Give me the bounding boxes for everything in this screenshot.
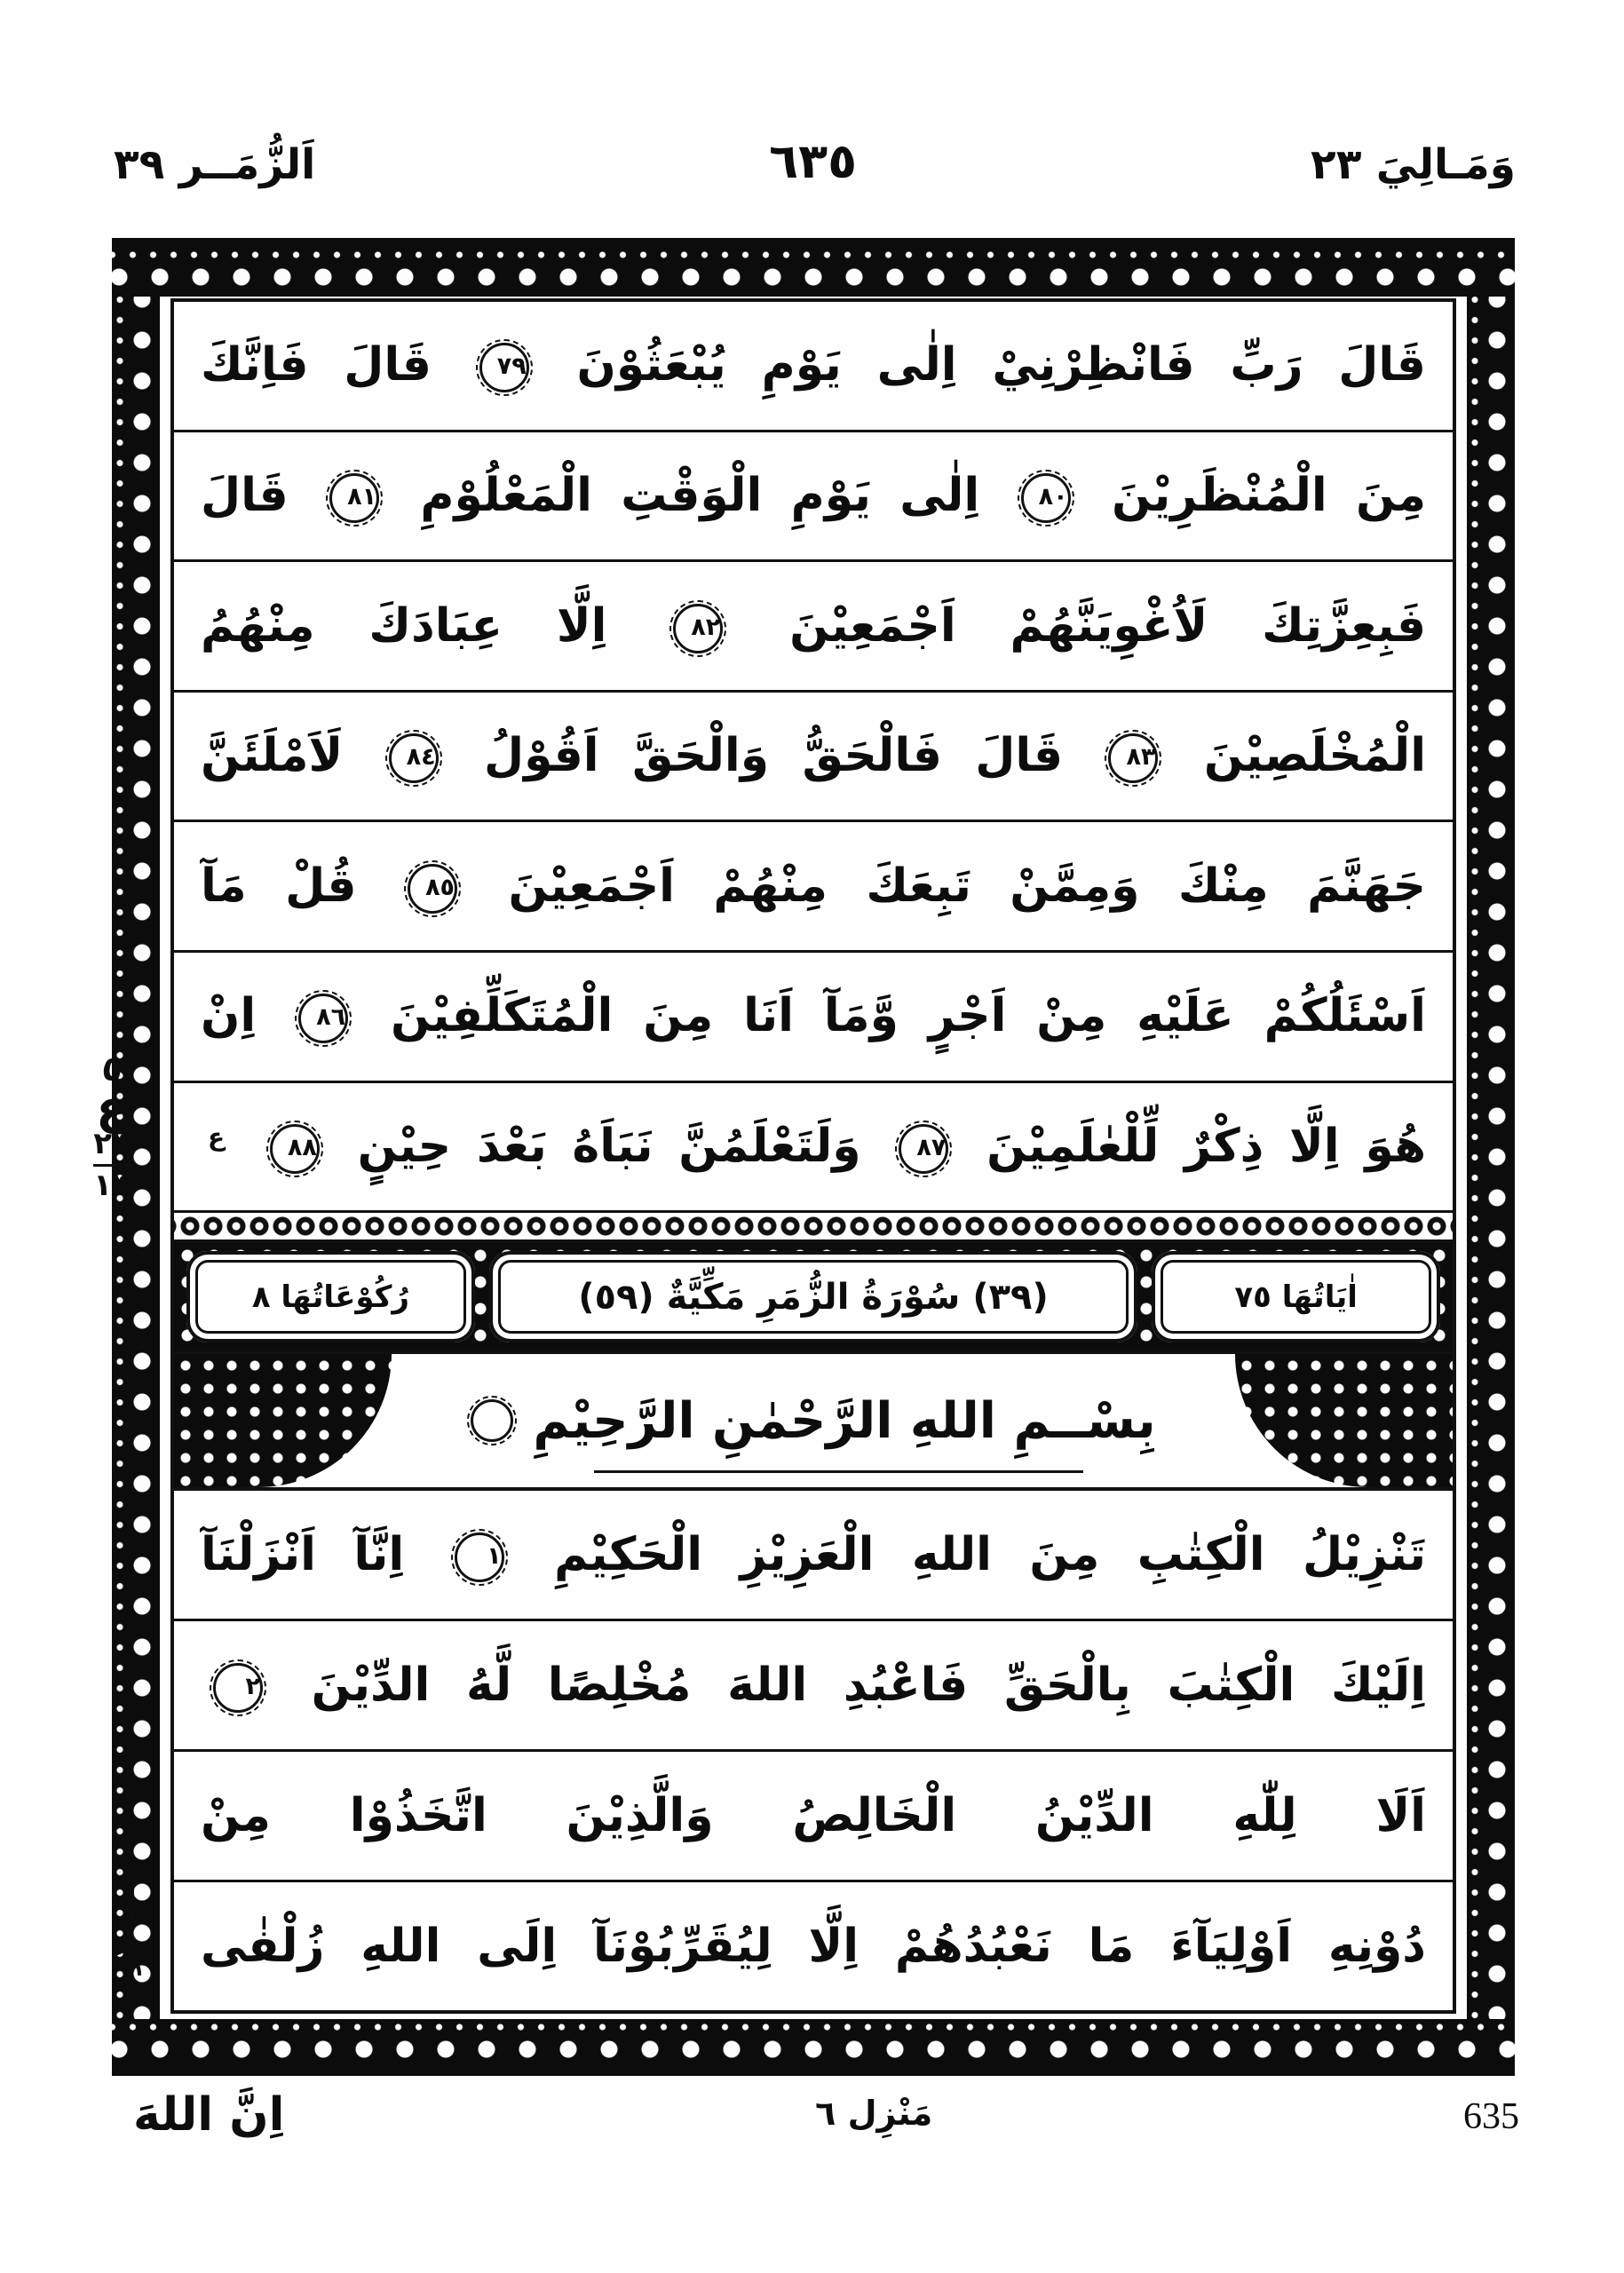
- surah-header-band: [174, 1242, 1453, 1354]
- margin-waqf-note: وقف لازم: [107, 1857, 141, 1995]
- verse-number-rosette: ٨٧: [899, 1124, 948, 1174]
- verse-number-rosette: ٨٥: [408, 864, 457, 914]
- verse-number-rosette: ٢: [213, 1663, 263, 1713]
- ayah-words: قَالَ فَالْحَقُّ وَالْحَقَّ اَقُوْلُ: [484, 729, 1063, 783]
- ayah-words: وَلَتَعْلَمُنَّ نَبَاَهُ بَعْدَ حِيْنٍ: [357, 1119, 861, 1173]
- catchword: اِنَّ اللهَ: [133, 2088, 285, 2142]
- page-frame: [112, 238, 1515, 2076]
- ornamental-border-right: [1467, 238, 1515, 2076]
- quran-text-line: [174, 302, 1453, 432]
- ayah-words: دُوْنِهِ اَوْلِيَآءَ مَا نَعْبُدُهُمْ اِلَّا لِيُقَرِّبُوْنَآ اِلَى اللهِ زُلْفٰى: [201, 1919, 1426, 1973]
- running-head: [114, 133, 1516, 189]
- verse-number-rosette: ٨٠: [1021, 473, 1071, 523]
- quran-text-line: [174, 562, 1453, 693]
- verse-number-rosette: ٨١: [329, 473, 379, 523]
- bismillah-text: بِسْــمِ اللهِ الرَّحْمٰنِ الرَّحِيْمِ: [533, 1391, 1156, 1450]
- quran-text-line: [174, 1752, 1453, 1882]
- ayah-words: فَبِعِزَّتِكَ لَاُغْوِيَنَّهُمْ اَجْمَعِيْنَ: [789, 598, 1426, 653]
- ayah-words: قَالَ فَاِنَّكَ: [201, 338, 432, 392]
- verse-number-rosette: ٨٦: [298, 994, 348, 1043]
- ayah-words: اِلَّا عِبَادَكَ مِنْهُمُ: [201, 598, 607, 653]
- ain-glyph: ع: [96, 1081, 128, 1135]
- ayah-words: الْمُخْلَصِيْنَ: [1203, 729, 1427, 783]
- page-number: 635: [1462, 2096, 1519, 2137]
- verses-in-ruku: ۲۴: [93, 1126, 131, 1162]
- ayah-words: اِنْ: [201, 989, 257, 1043]
- ornamental-border-bottom: [112, 2019, 1515, 2076]
- text-area: [170, 298, 1456, 2014]
- verse-number-rosette: ٨٢: [673, 604, 723, 653]
- verse-number-rosette: ٨٤: [389, 733, 439, 783]
- quran-text-line: [174, 1083, 1453, 1211]
- quran-text-line: [174, 1491, 1453, 1621]
- lines-before-surah-header: [174, 302, 1453, 1210]
- ruku-in-juz: ۱۴: [93, 1164, 131, 1202]
- verse-number-rosette: ١: [455, 1532, 504, 1582]
- quran-text-line: [174, 432, 1453, 563]
- verse-number-rosette: ٧٩: [479, 343, 529, 392]
- quran-text-line-inner: [201, 727, 1426, 785]
- ayah-words: اَسْئَلُكُمْ عَلَيْهِ مِنْ اَجْرٍ وَّمَآ اَنَا مِنَ الْمُتَكَلِّفِيْنَ: [391, 989, 1426, 1043]
- manzil-label: مَنْزِل ٦: [815, 2094, 933, 2133]
- beaded-chain-divider: [174, 1210, 1453, 1242]
- ayah-words: لَاَمْلَئَنَّ: [201, 729, 344, 783]
- ayah-words: قَالَ رَبِّ فَانْظِرْنِيْ اِلٰى يَوْمِ يُبْعَثُوْنَ: [576, 338, 1426, 392]
- ayah-words: قَالَ: [201, 468, 289, 522]
- surah-label: اَلزُّمَــر ٣٩: [114, 140, 316, 189]
- verse-number-rosette: ٨٨: [270, 1124, 320, 1174]
- quran-text-line-inner: [201, 1657, 1426, 1715]
- quran-text-line: [174, 1621, 1453, 1752]
- bismillah-band: [174, 1354, 1453, 1491]
- ayah-words: تَنْزِيْلُ الْكِتٰبِ مِنَ اللهِ الْعَزِيْزِ الْحَكِيْمِ: [554, 1527, 1427, 1581]
- quran-text-line-inner: [201, 987, 1426, 1045]
- lines-after-surah-header: [174, 1491, 1453, 2010]
- ruku-number: ٥: [101, 1049, 123, 1089]
- ayah-words: اِلٰى يَوْمِ الْوَقْتِ الْمَعْلُوْمِ: [420, 468, 980, 522]
- surah-title-cartouche: (٣٩) سُوْرَةُ الزُّمَرِ مَكِّيَّةٌ (٥٩): [489, 1251, 1138, 1342]
- quran-text-line-inner: [201, 1118, 1426, 1176]
- page-footer: [133, 2088, 1519, 2142]
- quran-text-line-inner: [201, 1787, 1426, 1845]
- bismillah-ornament-right: [1235, 1354, 1453, 1487]
- ayat-count-cartouche: اٰيَاتُهَا ٧٥: [1152, 1251, 1440, 1342]
- bismillah-rosette-icon: [471, 1399, 513, 1442]
- bismillah-ornament-left: [174, 1354, 392, 1487]
- ayah-words: اِلَيْكَ الْكِتٰبَ بِالْحَقِّ فَاعْبُدِ اللهَ مُخْلِصًا لَّهُ الدِّيْنَ: [311, 1658, 1426, 1712]
- ayah-words: اِنَّآ اَنْزَلْنَآ: [201, 1527, 405, 1581]
- quran-text-line-inner: [201, 1526, 1426, 1584]
- ayah-words: مِنَ الْمُنْظَرِيْنَ: [1111, 468, 1427, 522]
- bismillah-text-wrap: [392, 1354, 1235, 1487]
- ayah-words: جَهَنَّمَ مِنْكَ وَمِمَّنْ تَبِعَكَ مِنْهُمْ اَجْمَعِيْنَ: [508, 859, 1426, 913]
- quran-text-line-inner: [201, 598, 1426, 655]
- quran-text-line: [174, 953, 1453, 1083]
- juz-label: وَمَـالِيَ ٢٣: [1311, 140, 1516, 189]
- quran-text-line: [174, 693, 1453, 823]
- ruku-count-cartouche: رُكُوْعَاتُهَا ٨: [186, 1251, 475, 1342]
- ayah-words: قُلْ مَآ: [201, 859, 357, 913]
- quran-text-line-inner: [201, 467, 1426, 525]
- verse-number-rosette: ٨٣: [1108, 733, 1158, 783]
- page-number-arabic: ٦٣٥: [769, 133, 858, 189]
- quran-text-line: [174, 1882, 1453, 2010]
- quran-text-line: [174, 822, 1453, 953]
- ayah-words: اَلَا لِلّٰهِ الدِّيْنُ الْخَالِصُ وَالَّذِيْنَ اتَّخَذُوْا مِنْ: [201, 1788, 1426, 1842]
- quran-text-line-inner: [201, 337, 1426, 394]
- quran-text-line-inner: [201, 1918, 1426, 1976]
- ruku-end-marker: ع: [208, 1121, 226, 1152]
- quran-text-line-inner: [201, 858, 1426, 915]
- ayah-words: هُوَ اِلَّا ذِكْرٌ لِّلْعٰلَمِيْنَ: [986, 1119, 1426, 1173]
- margin-ruku-marker: [69, 1049, 154, 1204]
- ornamental-border-top: [112, 238, 1515, 297]
